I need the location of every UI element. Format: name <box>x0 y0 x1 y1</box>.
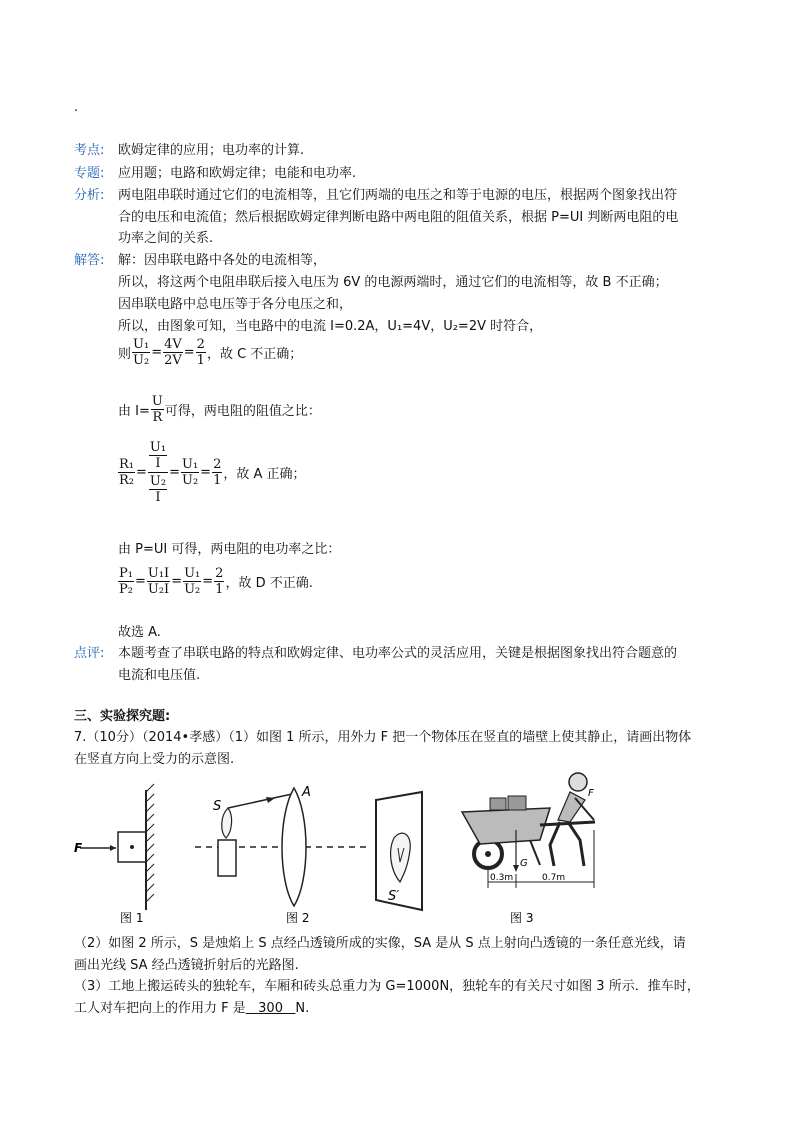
eq1-prefix: 则 <box>118 347 132 362</box>
fig3-d2-label: 0.7m <box>542 873 566 883</box>
fig2-a-label: A <box>302 785 311 800</box>
part2-line-2: 画出光线 SA 经凸透镜折射后的光路图. <box>74 958 299 973</box>
jieda-line-4: 所以，由图象可知，当电路中的电流 I=0.2A，U₁=4V，U₂=2V 时符合， <box>118 319 543 334</box>
figure-3 <box>462 773 595 925</box>
fraction-2-1-b: $\frac{2}{1}$ <box>213 457 222 488</box>
fraction-2-1-c: $\frac{2}{1}$ <box>215 566 224 597</box>
fig2-caption: 图 2 <box>286 911 310 925</box>
top-dot: . <box>74 100 79 115</box>
fig3-f-label: F <box>588 788 594 799</box>
eq2-suffix: 可得，两电阻的阻值之比： <box>164 404 321 419</box>
fig3-g-label: G <box>520 858 528 869</box>
fig1-caption: 图 1 <box>120 911 144 925</box>
fraction-4v-2v: $\frac{4V}{2V}$ <box>164 337 182 368</box>
fenxi-line-2: 合的电压和电流值；然后根据欧姆定律判断电路中两电阻的阻值关系，根据 P=UI 判断两电阻的电 <box>118 210 679 225</box>
equation-ohm-law <box>118 394 321 425</box>
equation-voltage-ratio: 则 $\frac{\text{U₁}}{\text{U₂}}$ = $\frac{4V}{2V}$ = $\frac{2}{1}$ ，故 C 不正确； <box>118 337 303 368</box>
answer-blank: 300 <box>258 1001 283 1016</box>
eq2-prefix: 由 I= <box>118 404 150 419</box>
convex-lens <box>282 788 306 906</box>
fraction-u1-u2-b: $\frac{\text{U₁}}{\text{U₂}}$ <box>181 457 199 488</box>
kaodian-text: 欧姆定律的应用；电功率的计算. <box>118 143 305 158</box>
part3-prefix: 工人对车把向上的作用力 F 是 <box>74 1001 246 1016</box>
figures-panel <box>70 770 630 928</box>
fraction-p1-p2: $\frac{\text{P₁}}{\text{P₂}}$ <box>119 566 133 597</box>
candle-flame <box>222 808 232 838</box>
fig3-d1-label: 0.3m <box>490 873 514 883</box>
fraction-u1i-u2i: $\frac{\text{U₁I}}{\text{U₂I}}$ <box>147 566 170 597</box>
eq5-suffix: ，故 D 不正确. <box>225 576 313 591</box>
dianping-line-2: 电流和电压值. <box>118 668 201 683</box>
fenxi-label: 分析: <box>74 188 105 203</box>
candle <box>218 840 236 876</box>
fraction-r1-r2: $\frac{\text{R₁}}{\text{R₂}}$ <box>119 457 134 488</box>
figure-1 <box>74 784 154 925</box>
jieda-line-3: 因串联电路中总电压等于各分电压之和， <box>118 297 353 312</box>
fig3-caption: 图 3 <box>510 911 534 925</box>
q7-line-1: 7.（10分）（2014•孝感）（1）如图 1 所示，用外力 F 把一个物体压在竖直的墙壁上使其静止，请画出物体 <box>74 730 692 745</box>
jieda-label: 解答: <box>74 253 105 268</box>
eq3-suffix: ，故 A 正确； <box>223 467 306 482</box>
fraction-u-r: $\frac{U}{R}$ <box>151 394 163 425</box>
zhuanti-label: 专题: <box>74 166 105 181</box>
worker-body <box>558 792 585 822</box>
section-heading: 三、实验探究题: <box>74 709 171 724</box>
fig2-s-label: S <box>213 799 222 814</box>
q7-line-2: 在竖直方向上受力的示意图. <box>74 752 235 767</box>
part2-line-1: （2）如图 2 所示，S 是烛焰上 S 点经凸透镜所成的实像，SA 是从 S 点上射向凸透镜的一条任意光线，请 <box>74 936 686 951</box>
dianping-line-1: 本题考查了串联电路的特点和欧姆定律、电功率公式的灵活应用，关键是根据图象找出符合题意的 <box>118 646 678 661</box>
complex-fraction: U₁ I U₂ I <box>149 440 167 505</box>
barrow-box <box>462 808 550 844</box>
jieda-line-1: 解：因串联电路中各处的电流相等， <box>118 253 327 268</box>
eq1-suffix: ，故 C 不正确； <box>206 347 303 362</box>
jieda-line-2: 所以，将这两个电阻串联后接入电压为 6V 的电源两端时，通过它们的电流相等，故 B 不正确； <box>118 275 668 290</box>
eq4-intro: 由 P=UI 可得，两电阻的电功率之比： <box>118 542 341 557</box>
part3-line-1: （3）工地上搬运砖头的独轮车，车厢和砖头总重力为 G=1000N，独轮车的有关尺寸如图 3 所示．推车时， <box>74 979 700 994</box>
dianping-label: 点评: <box>74 646 105 661</box>
figure-2 <box>195 785 422 925</box>
ray-sa <box>228 794 292 808</box>
fraction-u1-u2-c: $\frac{\text{U₁}}{\text{U₂}}$ <box>184 566 201 597</box>
conclusion: 故选 A. <box>118 625 161 640</box>
fig2-s-prime-label: S′ <box>388 889 400 904</box>
part3-suffix: N. <box>295 1001 310 1016</box>
worker-head <box>569 773 587 791</box>
kaodian-label: 考点: <box>74 143 105 158</box>
equation-resistance-ratio: $\frac{\text{R₁}}{\text{R₂}}$ = U₁ I U₂ I = $\frac{\text{U₁}}{\text{U₂}}$ = $\frac{2}{1}$ ，故 A 正确； <box>119 440 306 505</box>
equation-power-ratio: $\frac{\text{P₁}}{\text{P₂}}$ = $\frac{\text{U₁I}}{\text{U₂I}}$ = $\frac{\text{U₁}}{\text{U₂}}$ = $\frac{2}{1}$ ，故 D 不正确. <box>119 566 313 597</box>
fraction-u1-u2: $\frac{\text{U₁}}{\text{U₂}}$ <box>133 337 150 368</box>
fraction-2-1: $\frac{2}{1}$ <box>196 337 205 368</box>
fig1-force-label: F <box>74 841 83 855</box>
worker-legs <box>550 822 584 866</box>
part3-line-2 <box>74 997 309 1016</box>
fenxi-line-1: 两电阻串联时通过它们的电流相等，且它们两端的电压之和等于电源的电压，根据两个图象找出符 <box>118 188 678 203</box>
zhuanti-text: 应用题；电路和欧姆定律；电能和电功率. <box>118 166 357 181</box>
fenxi-line-3: 功率之间的关系. <box>118 231 214 246</box>
